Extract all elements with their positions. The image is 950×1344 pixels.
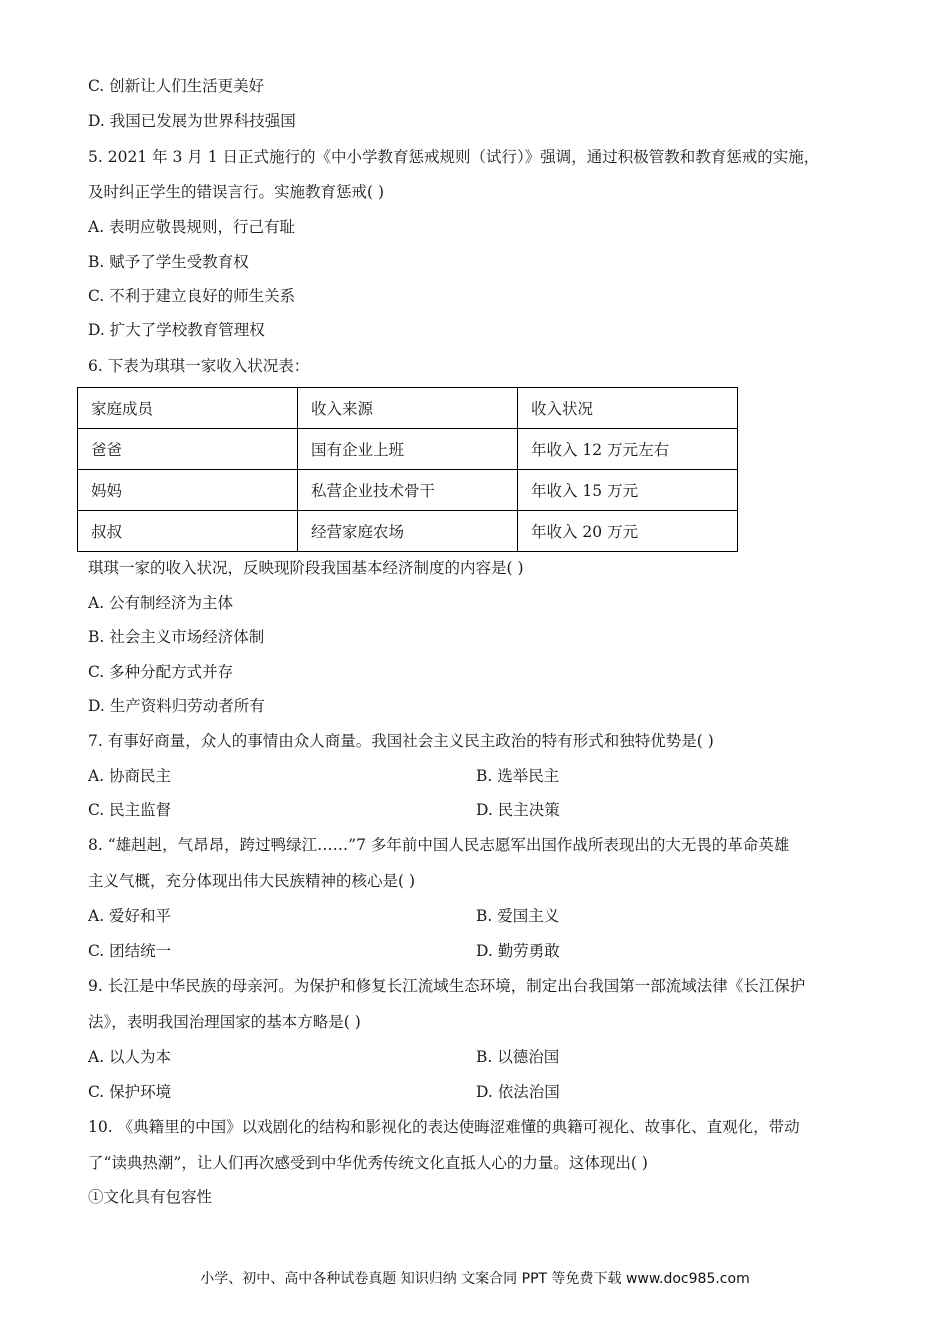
option-d-prev: D. 我国已发展为世界科技强国: [88, 112, 296, 130]
table-cell: 私营企业技术骨干: [298, 470, 518, 511]
table-cell: 国有企业上班: [298, 429, 518, 470]
question-8-option-c: C. 团结统一: [88, 942, 172, 960]
question-5-option-b: B. 赋予了学生受教育权: [88, 253, 249, 271]
question-6-option-b: B. 社会主义市场经济体制: [88, 628, 265, 646]
question-6-line-1: 6. 下表为琪琪一家收入状况表：: [88, 357, 310, 375]
table-row: [78, 511, 738, 552]
question-8-option-d: D. 勤劳勇敢: [476, 942, 560, 960]
question-5-option-c: C. 不利于建立良好的师生关系: [88, 287, 296, 305]
table-cell: 年收入 20 万元: [518, 511, 738, 552]
page-footer: 小学、初中、高中各种试卷真题 知识归纳 文案合同 PPT 等免费下载 www.doc985.com: [200, 1271, 750, 1287]
question-7-option-b: B. 选举民主: [476, 767, 560, 785]
question-5-line-2: 及时纠正学生的错误言行。实施教育惩戒( ): [88, 183, 385, 201]
question-5-option-a: A. 表明应敬畏规则，行己有耻: [88, 218, 296, 236]
question-10-line-1: 10. 《典籍里的中国》以戏剧化的结构和影视化的表达使晦涩难懂的典籍可视化、故事化、直观化，带动: [88, 1118, 800, 1136]
table-cell: 年收入 15 万元: [518, 470, 738, 511]
question-9-line-1: 9. 长江是中华民族的母亲河。为保护和修复长江流域生态环境，制定出台我国第一部流域法律《长江保护: [88, 977, 806, 995]
question-9-option-c: C. 保护环境: [88, 1083, 172, 1101]
table-cell: 经营家庭农场: [298, 511, 518, 552]
question-5-option-d: D. 扩大了学校教育管理权: [88, 321, 265, 339]
question-5-line-1: 5. 2021 年 3 月 1 日正式施行的《中小学教育惩戒规则（试行）》强调，通过积极管教和教育惩戒的实施，: [88, 148, 820, 166]
table-header-row: [78, 388, 738, 429]
question-8-line-2: 主义气概，充分体现出伟大民族精神的核心是( ): [88, 872, 416, 890]
table-row: [78, 429, 738, 470]
table-header-cell: 收入状况: [518, 388, 738, 429]
question-7-option-a: A. 协商民主: [88, 767, 172, 785]
question-6-option-d: D. 生产资料归劳动者所有: [88, 697, 265, 715]
question-9-line-2: 法》，表明我国治理国家的基本方略是( ): [88, 1013, 361, 1031]
question-10-line-2: 了“读典热潮”，让人们再次感受到中华优秀传统文化直抵人心的力量。这体现出( ): [88, 1154, 648, 1172]
question-8-option-a: A. 爱好和平: [88, 907, 172, 925]
question-6-option-a: A. 公有制经济为主体: [88, 594, 234, 612]
question-6-option-c: C. 多种分配方式并存: [88, 663, 234, 681]
question-8-line-1: 8. “雄赳赳，气昂昂，跨过鸭绿江……”7 多年前中国人民志愿军出国作战所表现出的大无畏的革命英雄: [88, 836, 790, 854]
question-7-option-d: D. 民主决策: [476, 801, 560, 819]
question-9-option-b: B. 以德治国: [476, 1048, 560, 1066]
question-9-option-d: D. 依法治国: [476, 1083, 560, 1101]
question-8-option-b: B. 爱国主义: [476, 907, 560, 925]
question-7-option-c: C. 民主监督: [88, 801, 172, 819]
table-header-cell: 收入来源: [298, 388, 518, 429]
question-10-statement-1: ①文化具有包容性: [88, 1188, 213, 1206]
income-table: [77, 387, 738, 552]
question-6-line-2: 琪琪一家的收入状况，反映现阶段我国基本经济制度的内容是( ): [88, 559, 524, 577]
table-row: [78, 470, 738, 511]
table-cell: 叔叔: [78, 511, 298, 552]
table-cell: 年收入 12 万元左右: [518, 429, 738, 470]
question-7-line-1: 7. 有事好商量，众人的事情由众人商量。我国社会主义民主政治的特有形式和独特优势是( ): [88, 732, 714, 750]
table-cell: 爸爸: [78, 429, 298, 470]
option-c-prev: C. 创新让人们生活更美好: [88, 77, 265, 95]
table-cell: 妈妈: [78, 470, 298, 511]
table-header-cell: 家庭成员: [78, 388, 298, 429]
question-9-option-a: A. 以人为本: [88, 1048, 172, 1066]
